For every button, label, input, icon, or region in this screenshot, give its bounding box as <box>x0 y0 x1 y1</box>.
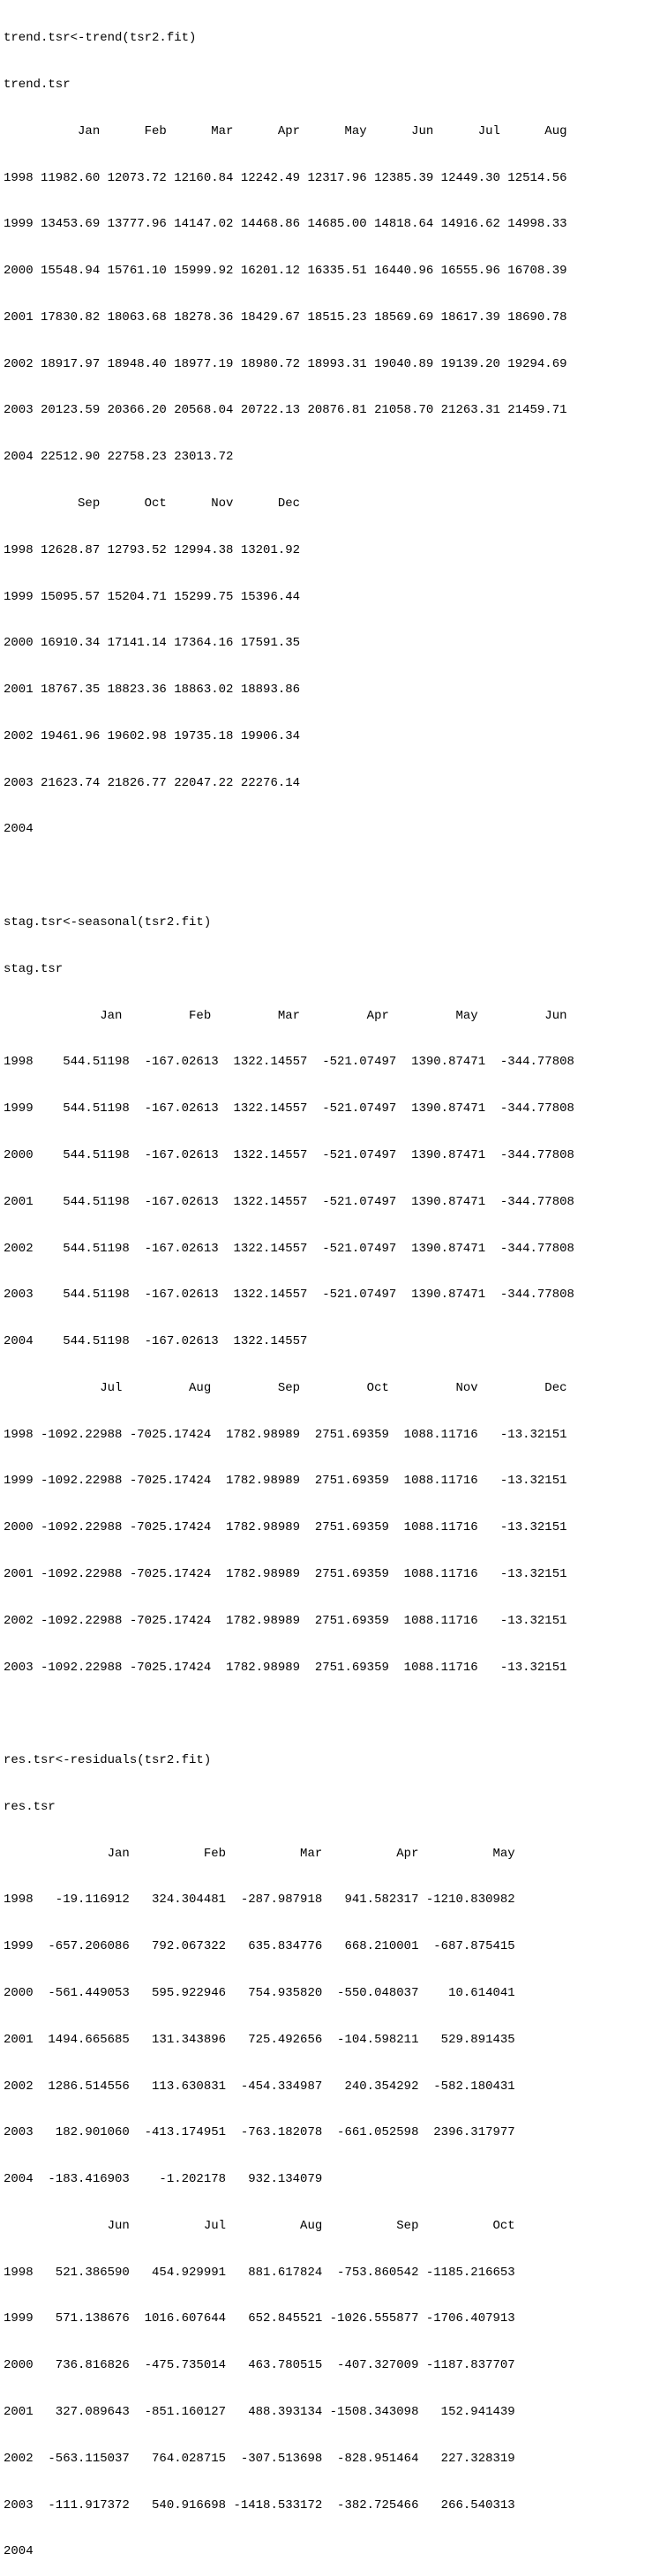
console-line: 1998 11982.60 12073.72 12160.84 12242.49 12317.96 12385.39 12449.30 12514.56 <box>4 170 567 185</box>
console-line: 1998 12628.87 12793.52 12994.38 13201.92 <box>4 542 301 557</box>
console-line: Jul Aug Sep Oct Nov Dec <box>4 1380 567 1395</box>
console-line: trend.tsr<-trend(tsr2.fit) <box>4 31 197 46</box>
console-line: 2002 1286.514556 113.630831 -454.334987 240.354292 -582.180431 <box>4 2079 515 2094</box>
console-line: 1999 -657.206086 792.067322 635.834776 668.210001 -687.875415 <box>4 1939 515 1954</box>
console-line: 1998 -19.116912 324.304481 -287.987918 941.582317 -1210.830982 <box>4 1893 515 1908</box>
console-line: 2001 18767.35 18823.36 18863.02 18893.86 <box>4 683 301 698</box>
console-line <box>4 869 574 885</box>
console-line: 2003 20123.59 20366.20 20568.04 20722.13 20876.81 21058.70 21263.31 21459.71 <box>4 403 567 418</box>
r-console-output <box>4 0 574 2576</box>
console-line: 2003 182.901060 -413.174951 -763.182078 -661.052598 2396.317977 <box>4 2125 515 2140</box>
console-line <box>4 1706 574 1722</box>
console-line: stag.tsr <box>4 961 64 976</box>
console-line: 2000 544.51198 -167.02613 1322.14557 -521.07497 1390.87471 -344.77808 <box>4 1147 574 1162</box>
console-line: 1999 -1092.22988 -7025.17424 1782.98989 2751.69359 1088.11716 -13.32151 <box>4 1474 567 1489</box>
console-line: 2004 544.51198 -167.02613 1322.14557 <box>4 1334 308 1349</box>
console-line: 2000 15548.94 15761.10 15999.92 16201.12 16335.51 16440.96 16555.96 16708.39 <box>4 264 567 279</box>
console-line: Sep Oct Nov Dec <box>4 497 301 511</box>
console-line: 2000 736.816826 -475.735014 463.780515 -407.327009 -1187.837707 <box>4 2358 515 2373</box>
console-line: 2004 <box>4 822 34 837</box>
console-line: 2000 16910.34 17141.14 17364.16 17591.35 <box>4 636 301 651</box>
console-line: 2003 21623.74 21826.77 22047.22 22276.14 <box>4 775 301 790</box>
console-line: 2001 327.089643 -851.160127 488.393134 -1508.343098 152.941439 <box>4 2405 515 2420</box>
console-line: 2002 -563.115037 764.028715 -307.513698 -828.951464 227.328319 <box>4 2451 515 2466</box>
console-line: 2004 22512.90 22758.23 23013.72 <box>4 450 234 465</box>
console-line: 1999 13453.69 13777.96 14147.02 14468.86 14685.00 14818.64 14916.62 14998.33 <box>4 217 567 232</box>
console-line: 2001 544.51198 -167.02613 1322.14557 -521.07497 1390.87471 -344.77808 <box>4 1194 574 1209</box>
console-line: Jan Feb Mar Apr May Jun <box>4 1008 567 1023</box>
console-line: 1998 521.386590 454.929991 881.617824 -753.860542 -1185.216653 <box>4 2265 515 2280</box>
console-line: Jun Jul Aug Sep Oct <box>4 2218 515 2233</box>
console-line: 2003 544.51198 -167.02613 1322.14557 -521.07497 1390.87471 -344.77808 <box>4 1288 574 1303</box>
console-line: Jan Feb Mar Apr May Jun Jul Aug <box>4 123 567 138</box>
console-line: Jan Feb Mar Apr May <box>4 1846 515 1861</box>
console-line: 1998 544.51198 -167.02613 1322.14557 -521.07497 1390.87471 -344.77808 <box>4 1055 574 1070</box>
console-line: 2003 -111.917372 540.916698 -1418.533172 -382.725466 266.540313 <box>4 2498 515 2513</box>
console-line: 2002 544.51198 -167.02613 1322.14557 -521.07497 1390.87471 -344.77808 <box>4 1241 574 1256</box>
console-line: 2004 <box>4 2544 34 2559</box>
console-line: 2001 -1092.22988 -7025.17424 1782.98989 2751.69359 1088.11716 -13.32151 <box>4 1566 567 1581</box>
console-line: res.tsr <box>4 1799 56 1814</box>
console-line: trend.tsr <box>4 77 71 92</box>
console-line: 2004 -183.416903 -1.202178 932.134079 <box>4 2172 323 2187</box>
console-line: 1999 544.51198 -167.02613 1322.14557 -521.07497 1390.87471 -344.77808 <box>4 1101 574 1116</box>
console-line: res.tsr<-residuals(tsr2.fit) <box>4 1753 212 1768</box>
console-line: 1998 -1092.22988 -7025.17424 1782.98989 2751.69359 1088.11716 -13.32151 <box>4 1427 567 1442</box>
console-line: 1999 15095.57 15204.71 15299.75 15396.44 <box>4 589 301 604</box>
console-line: 2001 1494.665685 131.343896 725.492656 -104.598211 529.891435 <box>4 2032 515 2047</box>
console-line: 2003 -1092.22988 -7025.17424 1782.98989 2751.69359 1088.11716 -13.32151 <box>4 1660 567 1675</box>
console-line: 2001 17830.82 18063.68 18278.36 18429.67 18515.23 18569.69 18617.39 18690.78 <box>4 310 567 325</box>
console-line: 2002 18917.97 18948.40 18977.19 18980.72 18993.31 19040.89 19139.20 19294.69 <box>4 356 567 371</box>
console-line: 1999 571.138676 1016.607644 652.845521 -1026.555877 -1706.407913 <box>4 2311 515 2326</box>
console-line: stag.tsr<-seasonal(tsr2.fit) <box>4 915 212 930</box>
console-line: 2002 19461.96 19602.98 19735.18 19906.34 <box>4 728 301 743</box>
console-line: 2000 -1092.22988 -7025.17424 1782.98989 2751.69359 1088.11716 -13.32151 <box>4 1520 567 1535</box>
console-line: 2000 -561.449053 595.922946 754.935820 -550.048037 10.614041 <box>4 1986 515 2000</box>
console-line: 2002 -1092.22988 -7025.17424 1782.98989 2751.69359 1088.11716 -13.32151 <box>4 1613 567 1628</box>
